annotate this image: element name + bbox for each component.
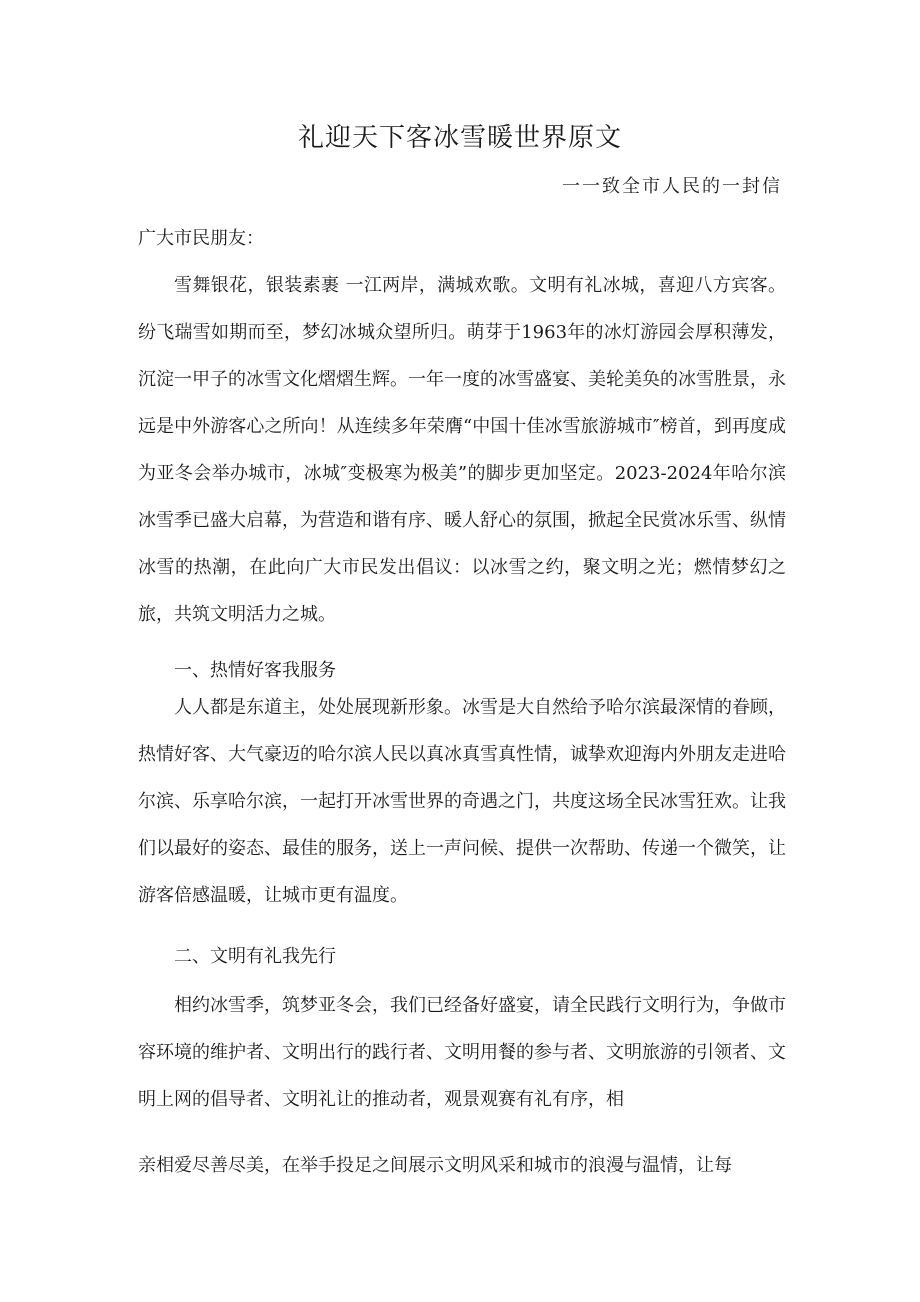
page-title: 礼迎天下客冰雪暖世界原文	[297, 123, 622, 153]
paragraph-hospitality: 人人都是东道主，处处展现新形象。冰雪是大自然给予哈尔滨最深情的眷顾，热情好客、大气豪迈的哈尔滨人民以真冰真雪真性情，诚挚欢迎海内外朋友走进哈尔滨、乐享哈尔滨，一起打开冰雪世界的奇遇之门，共度这场全民冰雪狂欢。让我们以最好的姿态、最佳的服务，送上一声问候、提供一次帮助、传递一个微笑，让游客倍感温暖，让城市更有温度。	[138, 697, 786, 906]
section-heading-hospitality: 一、热情好客我服务	[174, 660, 336, 681]
subtitle: 一一致全市人民的一封信	[562, 176, 782, 197]
paragraph-civility: 相约冰雪季，筑梦亚冬会，我们已经备好盛宴，请全民践行文明行为，争做市容环境的维护者、文明出行的践行者、文明用餐的参与者、文明旅游的引领者、文明上网的倡导者、文明礼让的推动者，观景观赛有礼有序，相	[138, 995, 786, 1110]
paragraph-intro: 雪舞银花，银装素裹 一江两岸，满城欢歌。文明有礼冰城，喜迎八方宾客。纷飞瑞雪如期而至，梦幻冰城众望所归。萌芽于1963年的冰灯游园会厚积薄发，沉淀一甲子的冰雪文化熠熠生辉。一年一度的冰雪盛宴、美轮美奂的冰雪胜景，永远是中外游客心之所向！从连续多年荣膺“中国十佳冰雪旅游城市″榜首，到再度成为亚冬会举办城市，冰城″变极寒为极美”的脚步更加坚定。2023-2024年哈尔滨冰雪季已盛大启幕，为营造和谐有序、暖人舒心的氛围，掀起全民赏冰乐雪、纵情冰雪的热潮，在此向广大市民发出倡议：以冰雪之约，聚文明之光；燃情梦幻之旅，共筑文明活力之城。	[138, 275, 786, 625]
paragraph-civility-continued: 亲相爱尽善尽美，在举手投足之间展示文明风采和城市的浪漫与温情，让每	[138, 1155, 732, 1176]
salutation: 广大市民朋友：	[138, 228, 264, 249]
section-heading-civility: 二、文明有礼我先行	[174, 946, 336, 967]
